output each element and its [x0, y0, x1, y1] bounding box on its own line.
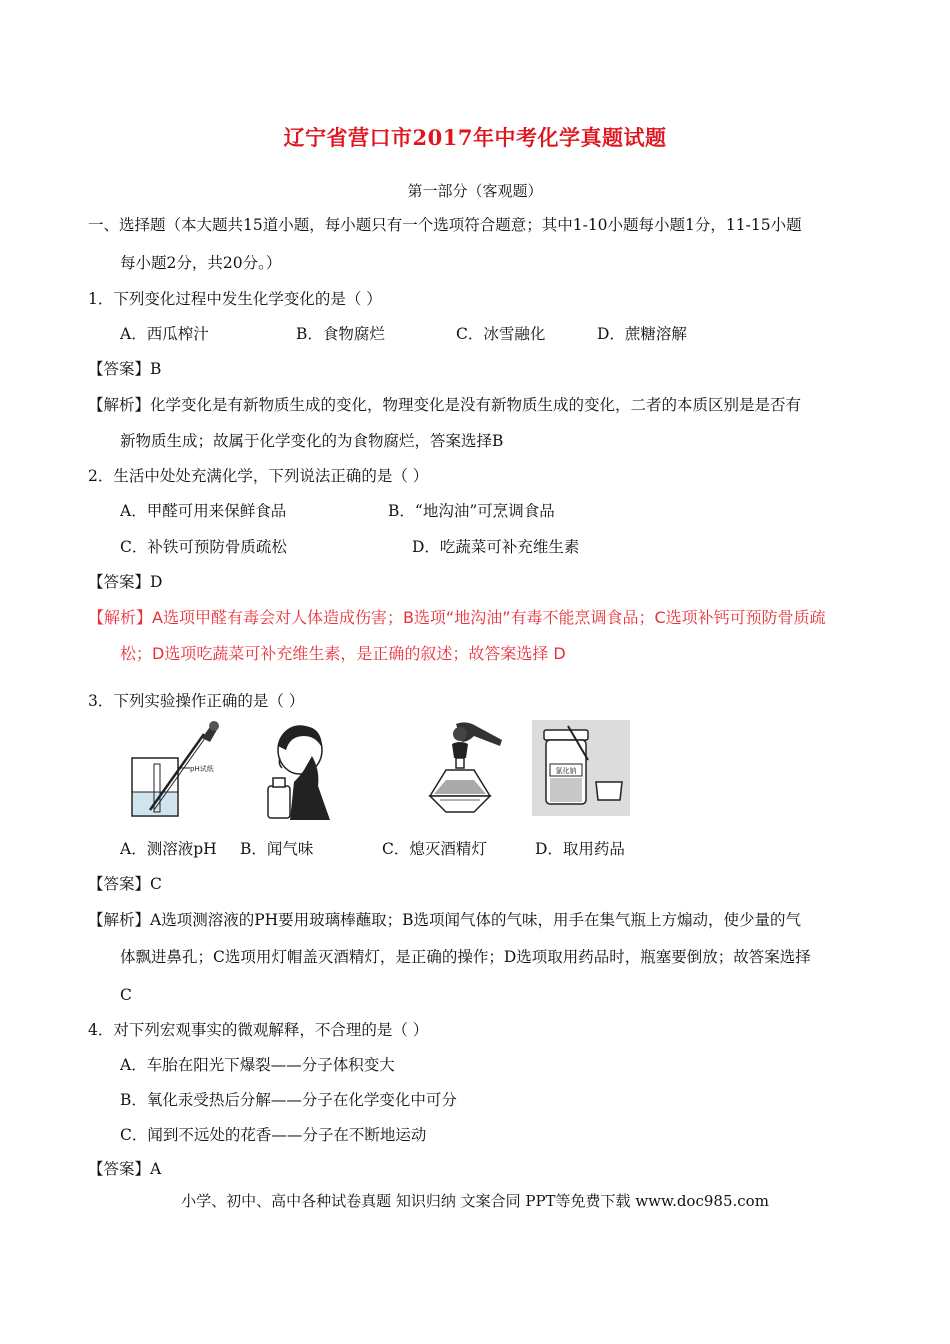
q1-answer: 【答案】B	[88, 360, 162, 378]
q2-option-b: B．“地沟油”可烹调食品	[388, 502, 555, 520]
q3-option-b: B．闻气味	[240, 840, 314, 858]
q3-option-d: D．取用药品	[535, 840, 625, 858]
question-4-stem: 4．对下列宏观事实的微观解释，不合理的是（ ）	[88, 1021, 429, 1039]
question-2-stem: 2．生活中处处充满化学，下列说法正确的是（ ）	[88, 467, 429, 485]
q4-answer: 【答案】A	[88, 1160, 162, 1178]
alcohol-lamp-figure	[416, 720, 506, 820]
q1-option-a: A．西瓜榨汁	[120, 325, 209, 343]
q3-analysis-line3: C	[120, 986, 132, 1004]
question-3-stem: 3．下列实验操作正确的是（ ）	[88, 692, 305, 710]
q3-answer: 【答案】C	[88, 875, 162, 893]
q1-option-d: D．蔗糖溶解	[597, 325, 687, 343]
q2-answer: 【答案】D	[88, 573, 163, 591]
q2-option-c: C．补铁可预防骨质疏松	[120, 538, 287, 556]
q3-option-a: A．测溶液pH	[120, 840, 217, 858]
q4-option-b: B．氧化汞受热后分解——分子在化学变化中可分	[120, 1091, 457, 1109]
q1-option-b: B．食物腐烂	[296, 325, 385, 343]
take-chemical-figure	[532, 720, 630, 816]
q3-option-c: C．熄灭酒精灯	[382, 840, 487, 858]
section-heading-line2: 每小题2分，共20分。）	[120, 254, 282, 272]
q2-analysis-line2: 松；D选项吃蔬菜可补充维生素，是正确的叙述；故答案选择 D	[120, 644, 566, 663]
ph-paper-label: pH试纸	[190, 765, 214, 773]
page-footer: 小学、初中、高中各种试卷真题 知识归纳 文案合同 PPT等免费下载 www.doc985.com	[181, 1192, 769, 1210]
ph-test-figure	[128, 720, 238, 820]
q1-option-c: C．冰雪融化	[456, 325, 546, 343]
q3-figures	[120, 720, 640, 820]
q2-option-d: D．吃蔬菜可补充维生素	[412, 538, 580, 556]
q2-option-a: A．甲醛可用来保鲜食品	[120, 502, 287, 520]
q3-analysis-line1: 【解析】A选项测溶液的PH要用玻璃棒蘸取；B选项闻气体的气味，用手在集气瓶上方煽动，使少量的气	[88, 911, 802, 929]
smell-gas-figure	[260, 720, 340, 820]
section-heading-line1: 一、选择题（本大题共15道小题，每小题只有一个选项符合题意；其中1-10小题每小题1分，11-15小题	[88, 216, 802, 234]
q2-analysis-line1: 【解析】A选项甲醛有毒会对人体造成伤害；B选项“地沟油”有毒不能烹调食品；C选项补钙可预防骨质疏	[88, 608, 826, 627]
q1-analysis-line2: 新物质生成；故属于化学变化的为食物腐烂，答案选择B	[120, 432, 504, 450]
jar-label-sodium-chloride: 氯化钠	[555, 767, 577, 775]
part-heading: 第一部分（客观题）	[407, 182, 543, 200]
q4-option-a: A．车胎在阳光下爆裂——分子体积变大	[120, 1056, 395, 1074]
page-title: 辽宁省营口市2017年中考化学真题试题	[283, 125, 667, 150]
question-1-stem: 1．下列变化过程中发生化学变化的是（ ）	[88, 290, 382, 308]
q3-analysis-line2: 体飘进鼻孔；C选项用灯帽盖灭酒精灯，是正确的操作；D选项取用药品时，瓶塞要倒放；故答案选择	[120, 948, 811, 966]
q1-analysis-line1: 【解析】化学变化是有新物质生成的变化，物理变化是没有新物质生成的变化，二者的本质区别是是否有	[88, 396, 802, 414]
q4-option-c: C．闻到不远处的花香——分子在不断地运动	[120, 1126, 427, 1144]
